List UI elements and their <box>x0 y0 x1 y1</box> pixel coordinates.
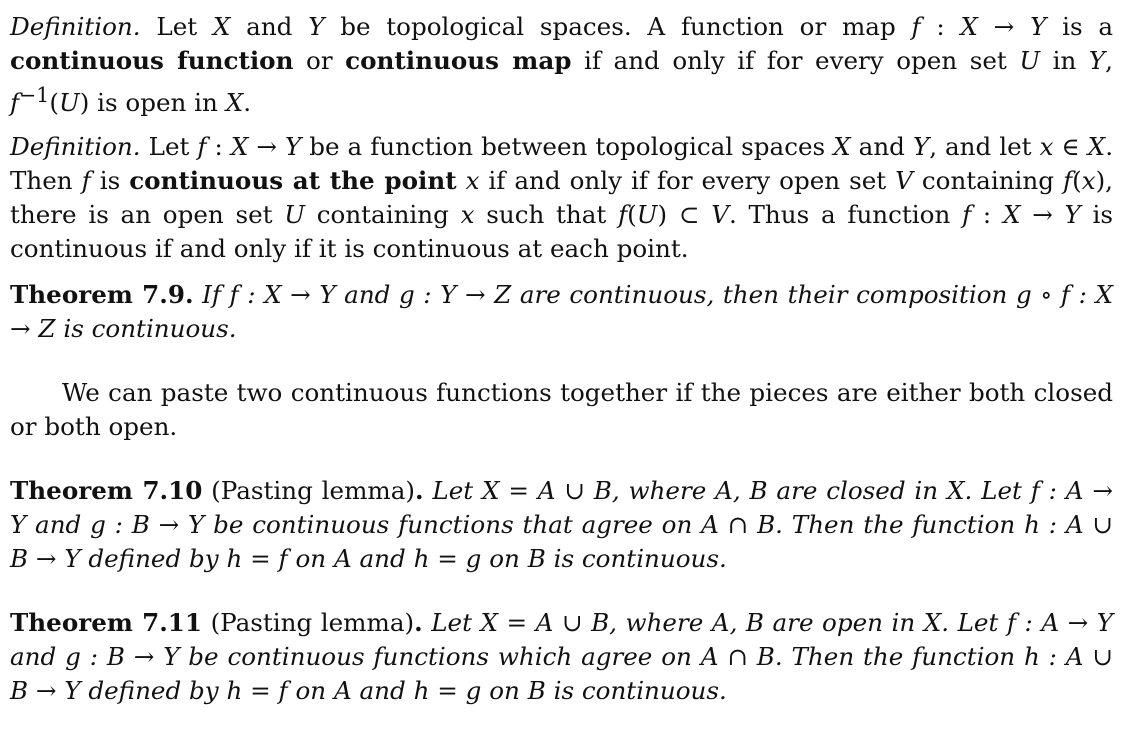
text-run: Theorem 7.11 <box>10 608 203 638</box>
text-run: x <box>465 166 480 196</box>
text-run: such that <box>474 200 619 230</box>
definition-continuous-function <box>10 10 1113 120</box>
text-run: → <box>1020 200 1065 230</box>
text-run: U <box>1019 46 1041 75</box>
text-run: . <box>414 476 424 506</box>
definition-continuous-at-point <box>10 130 1113 266</box>
theorem-7-9 <box>10 278 1113 346</box>
text-run: f <box>962 200 972 230</box>
text-run: −1 <box>19 83 50 107</box>
text-run: X <box>833 132 851 162</box>
text-run: Y <box>1064 200 1081 230</box>
text-run: (Pasting lemma) <box>202 476 415 506</box>
text-run: Y <box>1088 46 1106 75</box>
text-run: X <box>212 12 231 41</box>
text-run: containing <box>305 200 461 230</box>
text-run: f <box>10 88 20 118</box>
text-run: Let X = A ∪ B, where A, B are open in X. Let f : A → Y and g : B → Y be continuous functions which agree on A ∩ B. Then the function h : A ∪ B → Y defined by h = f on A and h = g on B is continuous. <box>10 608 1114 706</box>
text-run: X <box>1087 132 1106 162</box>
text-run: continuous map <box>345 46 572 75</box>
text-run: Theorem 7.10 <box>10 476 203 506</box>
text-run: f <box>1062 166 1073 196</box>
text-run: ) is open in <box>79 88 226 118</box>
text-run: Y <box>912 132 930 162</box>
text-run: in <box>1040 46 1089 75</box>
text-run: : <box>920 12 961 41</box>
text-run: or <box>293 46 346 75</box>
text-run: U <box>636 200 658 230</box>
text-run: V <box>895 166 913 196</box>
text-run: x <box>1039 132 1054 162</box>
text-run: Let <box>140 12 213 41</box>
text-run: , and let <box>929 132 1040 162</box>
text-run: X <box>225 88 244 118</box>
text-run: if and only if for every open set <box>479 166 896 196</box>
text-run: is <box>90 166 130 196</box>
theorem-7-11 <box>10 606 1113 708</box>
text-run <box>457 166 466 195</box>
text-run: Definition. <box>10 132 141 162</box>
text-run: be topological spaces. A function or map <box>324 12 912 41</box>
text-run: continuous at the point <box>129 166 457 196</box>
text-run: Y <box>284 132 302 162</box>
text-run: ( <box>627 200 637 230</box>
text-run: be a function between topological spaces <box>301 132 834 162</box>
text-run: Theorem 7.9. <box>10 280 194 310</box>
text-run: ∈ <box>1053 132 1088 162</box>
text-run: We can paste two continuous functions together if the pieces are either both closed or both open. <box>10 378 1113 442</box>
text-run: If f : X → Y and g : Y → Z are continuous, then their composition g ∘ f : X → Z is continuous. <box>10 280 1113 344</box>
text-run: ), there is an open set <box>10 166 1113 230</box>
text-run: containing <box>912 166 1063 196</box>
text-run: . <box>243 88 252 118</box>
text-run: U <box>284 200 306 230</box>
text-run: ) ⊂ <box>657 200 712 230</box>
text-run: Definition. <box>10 12 141 41</box>
text-run: Let X = A ∪ B, where A, B are closed in X. Let f : A → Y and g : B → Y be continuous functions that agree on A ∩ B. Then the function h : A ∪ B → Y defined by h = f on A and h = g on B is continuous. <box>10 476 1113 574</box>
text-run: Let <box>140 132 198 162</box>
text-run: if and only if for every open set <box>571 46 1020 75</box>
text-run: is a <box>1046 12 1113 41</box>
text-run: (Pasting lemma) <box>202 608 415 638</box>
theorem-7-10 <box>10 474 1113 576</box>
text-run: Y <box>1030 12 1047 41</box>
text-run: f <box>618 200 628 230</box>
pasting-intro-paragraph <box>10 376 1113 444</box>
text-run: → <box>248 132 285 162</box>
text-run: and <box>230 12 309 41</box>
text-run: , <box>1105 46 1113 75</box>
text-run: f <box>81 166 91 196</box>
text-run: X <box>1002 200 1021 230</box>
text-run: f <box>197 132 207 162</box>
text-run: U <box>58 88 80 118</box>
text-run: : <box>206 132 231 162</box>
text-run: . Thus a function <box>728 200 963 230</box>
text-run: . Then <box>10 132 1114 196</box>
text-run: x <box>460 200 475 230</box>
text-run: Y <box>308 12 325 41</box>
text-run: continuous function <box>10 46 294 75</box>
text-run: X <box>960 12 978 41</box>
text-run: ( <box>49 88 59 118</box>
text-run: ( <box>1072 166 1082 196</box>
text-run: : <box>971 200 1003 230</box>
text-run: . <box>414 608 423 638</box>
text-run: → <box>977 12 1031 41</box>
text-run: is continuous if and only if it is continuous at each point. <box>10 200 1114 264</box>
text-run: V <box>711 200 729 230</box>
text-run: and <box>850 132 913 162</box>
text-run: x <box>1081 166 1096 196</box>
text-run: f <box>911 12 921 41</box>
text-run: X <box>230 132 249 162</box>
